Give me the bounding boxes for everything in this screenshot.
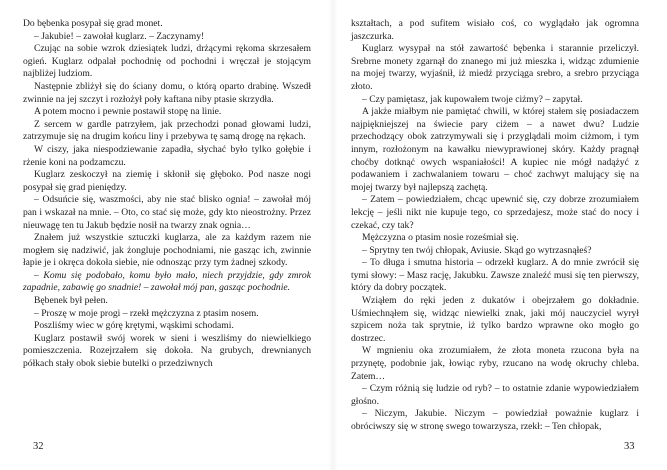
paragraph: Wziąłem do ręki jeden z dukatów i obejrzałem go dokładnie. Uśmiechnąłem się, widząc niewielki znak, jaki mój nauczyciel wyrył szpicem noża tak sprytnie, iż tylko bardzo wprawne oko mogło go dostrzec. — [351, 295, 639, 344]
paragraph: A jakże miałbym nie pamiętać chwili, w której stałem się posiadaczem najpiękniejszej na świecie pary ciżem – a nawet dwu? Ludzie przechodzący obok zatrzymywali się i przyglądali moim ciżmom, i tym innym, rozłożonym na kawałku niewyprawionej skóry. Każdy pragnął choćby dotknąć owych wspaniałości! A kupiec nie mógł nadążyć z podawaniem i zachwalaniem towaru – choć zachwyt malujący się na mojej twarzy był najlepszą zachętą. — [351, 106, 639, 193]
paragraph: – Sprytny ten twój chłopak, Aviusie. Skąd go wytrzasnąłeś? — [362, 244, 592, 256]
paragraph: – To długa i smutna historia – odrzekł kuglarz. A do mnie zwrócił się tymi słowy: – Masz rację, Jakubku. Zawsze znaleźć musi się ten pierwszy, który da dobry początek. — [351, 257, 639, 294]
paragraph: Kuglarz zeskoczył na ziemię i skłonił się głęboko. Pod nasze nogi posypał się grad pieniędzy. — [23, 169, 311, 193]
paragraph: – Niczym, Jakubie. Niczym – powiedział poważnie kuglarz i obróciwszy się w stronę swego towarzysza, rzekł: – Ten chłopak, — [351, 408, 639, 432]
paragraph: Z sercem w gardle patrzyłem, jak przechodzi ponad głowami ludzi, zatrzymuje się na drugim końcu liny i przebywa tę samą drogę na rękach. — [23, 118, 311, 143]
paragraph: Czując na sobie wzrok dziesiątek ludzi, drżącymi rękoma skrzesałem ogień. Kuglarz odpalał pochodnię od pochodni i wręczał je stojącym najbliżej ludziom. — [23, 43, 311, 80]
book-gutter — [328, 0, 338, 470]
left-page-text — [23, 18, 311, 371]
paragraph: Mężczyzna o ptasim nosie roześmiał się. — [362, 232, 519, 244]
page-number-left: 32 — [33, 441, 44, 452]
paragraph: – Czym różnią się ludzie od ryb? – to ostatnie zdanie wypowiedziałem głośno. — [351, 383, 639, 407]
paragraph: – Zatem – powiedziałem, chcąc upewnić się, czy dobrze zrozumiałem lekcję – jeśli nikt nie kupuje tego, co sprzedajesz, może stać do nocy i czekać, czy tak? — [351, 194, 639, 231]
page-number-right: 33 — [624, 441, 635, 452]
paragraph: Kuglarz postawił swój worek w sieni i weszliśmy do niewielkiego pomieszczenia. Rozejrzałem się dokoła. Na grubych, drewnianych półkach stały obok siebie butelki o przedziwnych — [23, 332, 311, 370]
right-page-text — [351, 18, 639, 434]
paragraph: Następnie zbliżył się do ściany domu, o którą oparto drabinę. Wszedł zwinnie na jej szczyt i rozłożył poły kaftana niby ptasie skrzydła. — [23, 80, 311, 105]
paragraph: – Proszę w moje progi – rzekł mężczyzna z ptasim nosem. — [34, 307, 259, 319]
paragraph: – Jakubie! – zawołał kuglarz. – Zaczynamy! — [34, 30, 205, 42]
paragraph: Bębenek był pełen. — [34, 295, 108, 307]
paragraph: W ciszy, jaka niespodziewanie zapadła, słychać było tylko gołębie i rżenie koni na podzamczu. — [23, 143, 311, 168]
italic-quote: – Komu się podobało, komu było mało, niech przyjdzie, gdy zmrok zapadnie, zabawię go snadnie! – zawołał mój pan, gasząc pochodnie. — [23, 269, 311, 294]
paragraph: – Czy pamiętasz, jak kupowałem twoje ciżmy? – zapytał. — [362, 93, 583, 105]
paragraph: Znałem już wszystkie sztuczki kuglarza, ale za każdym razem nie mogłem się nadziwić, jak żongluje pochodniami, nie gasząc ich, zwinnie łapie je i okręca dokoła siebie, nie odnosząc przy tym żadnej szkody. — [23, 232, 311, 269]
paragraph: – Odsuńcie się, waszmości, aby nie stać blisko ognia! – zawołał mój pan i wskazał na mnie. – Oto, co stać się może, gdy kto nieostrożny. Przez nieuwagę ten tu Jakub będzie nosił na twarzy znak ognia… — [23, 194, 311, 231]
paragraph: kształtach, a pod sufitem wisiało coś, co wyglądało jak ogromna jaszczurka. — [351, 18, 639, 42]
paragraph: Poszliśmy wiec w górę krętymi, wąskimi schodami. — [34, 320, 234, 332]
paragraph-italic-quote — [23, 270, 311, 295]
paragraph: A potem mocno i pewnie postawił stopę na linie. — [34, 106, 222, 118]
paragraph: Do bębenka posypał się grad monet. — [23, 18, 163, 29]
paragraph: W mgnieniu oka zrozumiałem, że złota moneta rzucona była na przynętę, podobnie jak, łowiąc ryby, rzucano na wodę okruchy chleba. Zatem… — [351, 345, 639, 382]
paragraph: Kuglarz wysypał na stół zawartość bębenka i starannie przeliczył. Srebrne monety zgarnął do znanego mi już mieszka i, widząc zdumienie na mojej twarzy, wyjaśnił, iż miedź przyciąga srebro, a srebro przyciąga złoto. — [351, 43, 639, 92]
